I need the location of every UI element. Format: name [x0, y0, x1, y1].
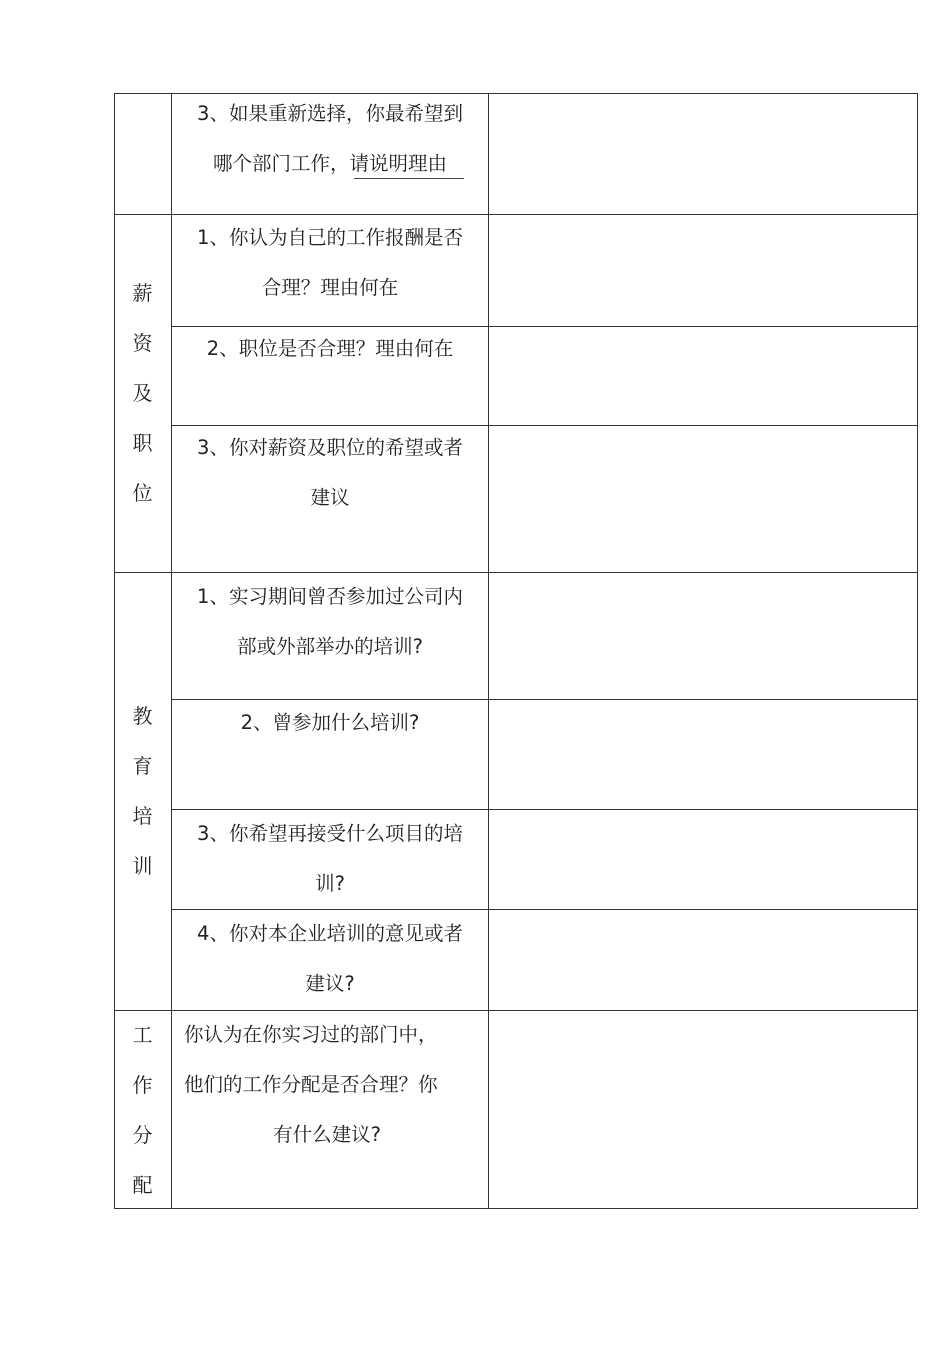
category-label-education-training — [114, 691, 171, 891]
underline-mark — [354, 178, 464, 179]
answer-cell[interactable] — [489, 573, 917, 699]
question-text: 建议? — [305, 972, 355, 995]
category-label-work-assignment — [114, 1010, 171, 1210]
question-text: 部或外部举办的培训? — [237, 635, 423, 658]
question-text: 3、你对薪资及职位的希望或者 — [197, 436, 463, 459]
question-text: 有什么建议? — [273, 1123, 381, 1146]
category-char: 育 — [132, 754, 153, 778]
category-label-salary-position — [114, 268, 171, 518]
question-cell — [172, 324, 488, 374]
question-text: 建议 — [310, 486, 350, 509]
question-cell — [172, 89, 488, 189]
question-text: 他们的工作分配是否合理？你 — [184, 1073, 438, 1096]
question-cell — [172, 423, 488, 523]
answer-cell[interactable] — [489, 426, 917, 572]
question-text: 你认为在你实习过的部门中， — [184, 1023, 438, 1046]
question-text: 3、你希望再接受什么项目的培 — [197, 822, 463, 845]
category-char: 资 — [132, 331, 153, 355]
category-char: 位 — [132, 481, 153, 505]
question-cell — [172, 213, 488, 313]
question-cell — [172, 1010, 488, 1160]
question-text: 4、你对本企业培训的意见或者 — [197, 922, 463, 945]
question-cell — [172, 809, 488, 909]
category-char: 训 — [132, 854, 153, 878]
question-text: 合理？理由何在 — [261, 276, 399, 299]
question-text: 2、曾参加什么培训? — [240, 711, 420, 734]
category-char: 配 — [132, 1173, 153, 1197]
answer-cell[interactable] — [489, 94, 917, 214]
answer-cell[interactable] — [489, 215, 917, 326]
answer-cell[interactable] — [489, 910, 917, 1010]
answer-cell[interactable] — [489, 1011, 917, 1208]
category-char: 作 — [132, 1073, 153, 1097]
table-right-border — [917, 93, 918, 1209]
answer-cell[interactable] — [489, 700, 917, 809]
question-cell — [172, 572, 488, 672]
question-text: 1、实习期间曾否参加过公司内 — [197, 585, 463, 608]
category-char: 工 — [132, 1023, 153, 1047]
answer-cell[interactable] — [489, 327, 917, 425]
category-char: 职 — [132, 431, 153, 455]
category-char: 培 — [132, 804, 153, 828]
answer-cell[interactable] — [489, 810, 917, 909]
question-text: 训? — [315, 872, 345, 895]
category-char: 及 — [132, 381, 153, 405]
table-bottom-border — [114, 1208, 918, 1209]
question-text: 1、你认为自己的工作报酬是否 — [197, 226, 463, 249]
question-text: 3、如果重新选择，你最希望到 — [197, 102, 463, 125]
category-char: 分 — [132, 1123, 153, 1147]
category-char: 薪 — [132, 281, 153, 305]
question-text: 2、职位是否合理？理由何在 — [206, 337, 454, 360]
category-char: 教 — [132, 704, 153, 728]
question-cell — [172, 909, 488, 1009]
question-text: 哪个部门工作，请说明理由 — [212, 152, 447, 175]
question-cell — [172, 698, 488, 748]
